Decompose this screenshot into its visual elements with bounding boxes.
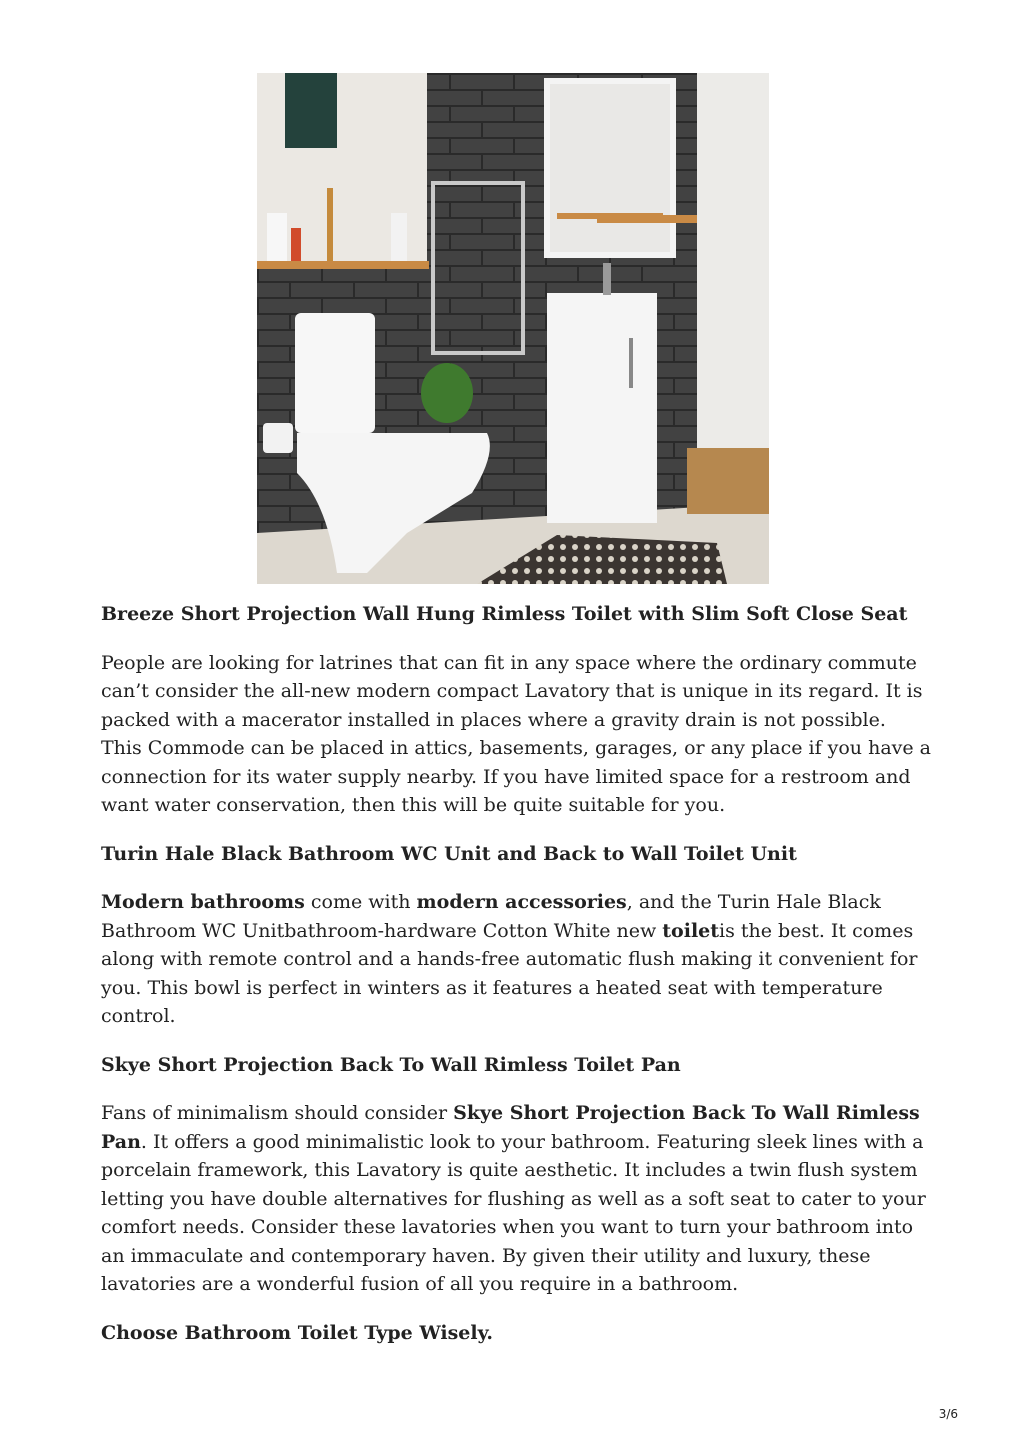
vanity-unit — [547, 293, 657, 523]
bathroom-illustration — [257, 73, 769, 584]
tap — [603, 263, 611, 295]
section-heading-skye: Skye Short Projection Back To Wall Rimless Toilet Pan — [101, 1053, 681, 1076]
vase — [391, 213, 407, 261]
bold-skye-pan: Skye Short Projection Back To Wall Rimless Pan — [101, 1102, 920, 1153]
toilet-cistern — [295, 313, 375, 433]
side-wall — [697, 73, 769, 513]
toilet-roll — [263, 423, 293, 453]
wall-art — [285, 73, 337, 148]
section-heading-choose: Choose Bathroom Toilet Type Wisely. — [101, 1321, 494, 1344]
bold-modern-accessories: modern accessories — [416, 891, 627, 913]
plant — [421, 363, 473, 423]
article-body — [101, 600, 931, 1367]
text-span: come with — [304, 891, 417, 913]
candle-holder — [327, 188, 333, 261]
text-span: Fans of minimalism should consider — [101, 1102, 454, 1124]
text-span: , and the Turin Hale Black Bathroom WC Unitbathroom-hardware Cotton White new — [101, 891, 881, 942]
mirror — [547, 81, 673, 255]
paragraph-breeze: People are looking for latrines that can fit in any space where the ordinary commute can’t consider the all-new modern compact Lavatory that is unique in its regard. It is packed with a macerator installed in places where a gravity drain is not possible. This Commode can be placed in attics, basements, garages, or any place if you have a connection for its water supply nearby. If you have limited space for a restroom and want water conservation, then this will be quite suitable for you. — [101, 651, 931, 816]
bold-modern-bathrooms: Modern bathrooms — [101, 891, 305, 913]
bottle-red — [291, 228, 301, 261]
bathroom-photo — [257, 73, 769, 584]
bold-toilet: toilet — [662, 919, 720, 942]
text-span: . It offers a good minimalistic look to your bathroom. Featuring sleek lines with a porcelain framework, this Lavatory is quite aesthetic. It includes a twin flush system letting you have double alternatives for flushing as well as a soft seat to cater to your comfort needs. Consider these lavatories when you want to turn your bathroom into an immaculate and contemporary haven. By given their utility and luxury, these lavatories are a wonderful fusion of all you require in a bathroom. — [101, 1130, 926, 1295]
shelf-right — [597, 215, 697, 223]
text-span: is the best. It comes along with remote control and a hands-free automatic flush making it convenient for you. This bowl is perfect in winters as it features a heated seat with temperature control. — [101, 919, 918, 1027]
page-number: 3/6 — [938, 1407, 958, 1421]
basket — [687, 448, 769, 514]
section-heading-breeze: Breeze Short Projection Wall Hung Rimless Toilet with Slim Soft Close Seat — [101, 603, 908, 625]
section-heading-turin: Turin Hale Black Bathroom WC Unit and Back to Wall Toilet Unit — [101, 842, 797, 865]
paragraph-skye — [101, 1099, 931, 1299]
paragraph-turin — [101, 888, 931, 1031]
vanity-handle — [629, 338, 633, 388]
bottle — [267, 213, 287, 261]
shelf-left — [257, 261, 429, 269]
